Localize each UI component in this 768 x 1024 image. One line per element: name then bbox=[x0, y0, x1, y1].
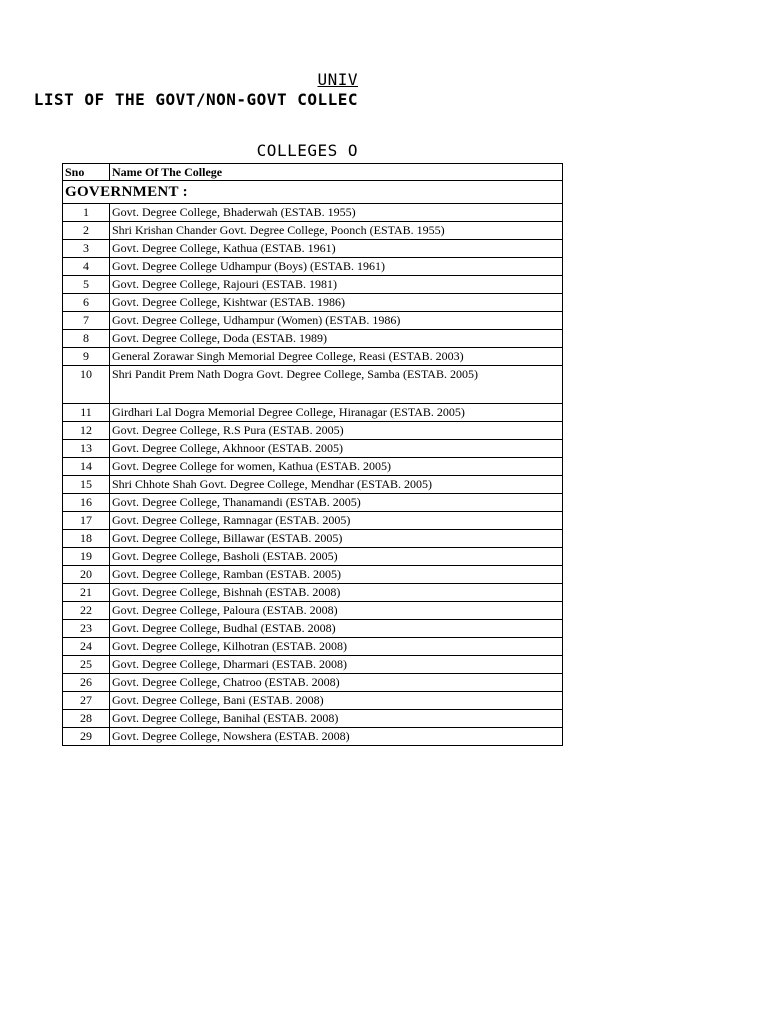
row-college-name: Govt. Degree College, Nowshera (ESTAB. 2008) bbox=[110, 728, 563, 746]
table-row bbox=[63, 656, 563, 674]
row-sno: 27 bbox=[63, 692, 110, 710]
row-college-name: Govt. Degree College, Ramnagar (ESTAB. 2005) bbox=[110, 512, 563, 530]
row-sno: 17 bbox=[63, 512, 110, 530]
table-row bbox=[63, 222, 563, 240]
table-row bbox=[63, 620, 563, 638]
row-college-name: Govt. Degree College, Akhnoor (ESTAB. 2005) bbox=[110, 440, 563, 458]
table-row bbox=[63, 458, 563, 476]
row-college-name: Govt. Degree College, Kilhotran (ESTAB. 2008) bbox=[110, 638, 563, 656]
row-sno: 18 bbox=[63, 530, 110, 548]
row-college-name: Govt. Degree College, Udhampur (Women) (ESTAB. 1986) bbox=[110, 312, 563, 330]
row-college-name: Govt. Degree College, Bani (ESTAB. 2008) bbox=[110, 692, 563, 710]
row-college-name: Govt. Degree College, Ramban (ESTAB. 2005) bbox=[110, 566, 563, 584]
table-row bbox=[63, 330, 563, 348]
table-row bbox=[63, 476, 563, 494]
row-college-name: General Zorawar Singh Memorial Degree College, Reasi (ESTAB. 2003) bbox=[110, 348, 563, 366]
table-row bbox=[63, 404, 563, 422]
table-row bbox=[63, 674, 563, 692]
row-college-name: Govt. Degree College, Doda (ESTAB. 1989) bbox=[110, 330, 563, 348]
row-sno: 9 bbox=[63, 348, 110, 366]
row-college-name: Govt. Degree College, Banihal (ESTAB. 2008) bbox=[110, 710, 563, 728]
table-row bbox=[63, 276, 563, 294]
row-sno: 25 bbox=[63, 656, 110, 674]
row-college-name: Govt. Degree College, Thanamandi (ESTAB. 2005) bbox=[110, 494, 563, 512]
section-label: GOVERNMENT : bbox=[63, 181, 563, 204]
row-sno: 20 bbox=[63, 566, 110, 584]
row-college-name: Girdhari Lal Dogra Memorial Degree College, Hiranagar (ESTAB. 2005) bbox=[110, 404, 563, 422]
table-row bbox=[63, 602, 563, 620]
row-college-name: Shri Krishan Chander Govt. Degree College, Poonch (ESTAB. 1955) bbox=[110, 222, 563, 240]
row-sno: 8 bbox=[63, 330, 110, 348]
table-row bbox=[63, 710, 563, 728]
row-college-name: Govt. Degree College, Chatroo (ESTAB. 2008) bbox=[110, 674, 563, 692]
table-row bbox=[63, 638, 563, 656]
table-row bbox=[63, 548, 563, 566]
row-sno: 26 bbox=[63, 674, 110, 692]
table-row bbox=[63, 240, 563, 258]
row-college-name: Govt. Degree College, Budhal (ESTAB. 2008) bbox=[110, 620, 563, 638]
row-college-name: Govt. Degree College, Billawar (ESTAB. 2005) bbox=[110, 530, 563, 548]
row-sno: 21 bbox=[63, 584, 110, 602]
table-row bbox=[63, 530, 563, 548]
row-sno: 1 bbox=[63, 204, 110, 222]
row-sno: 6 bbox=[63, 294, 110, 312]
table-row bbox=[63, 494, 563, 512]
row-college-name: Shri Pandit Prem Nath Dogra Govt. Degree College, Samba (ESTAB. 2005) bbox=[110, 366, 563, 404]
table-row bbox=[63, 312, 563, 330]
row-college-name: Govt. Degree College Udhampur (Boys) (ESTAB. 1961) bbox=[110, 258, 563, 276]
row-college-name: Govt. Degree College, Rajouri (ESTAB. 1981) bbox=[110, 276, 563, 294]
table-row bbox=[63, 566, 563, 584]
table-row bbox=[63, 348, 563, 366]
section-row bbox=[63, 181, 563, 204]
table-row bbox=[63, 728, 563, 746]
row-sno: 2 bbox=[63, 222, 110, 240]
row-college-name: Shri Chhote Shah Govt. Degree College, Mendhar (ESTAB. 2005) bbox=[110, 476, 563, 494]
row-sno: 10 bbox=[63, 366, 110, 404]
column-header-name: Name Of The College bbox=[110, 164, 563, 181]
table-row bbox=[63, 294, 563, 312]
table-row bbox=[63, 440, 563, 458]
row-sno: 11 bbox=[63, 404, 110, 422]
row-college-name: Govt. Degree College, Bishnah (ESTAB. 2008) bbox=[110, 584, 563, 602]
row-college-name: Govt. Degree College, Basholi (ESTAB. 2005) bbox=[110, 548, 563, 566]
row-sno: 24 bbox=[63, 638, 110, 656]
row-college-name: Govt. Degree College, Kathua (ESTAB. 1961) bbox=[110, 240, 563, 258]
row-college-name: Govt. Degree College, Kishtwar (ESTAB. 1986) bbox=[110, 294, 563, 312]
colleges-heading: COLLEGES O bbox=[256, 141, 358, 160]
row-sno: 13 bbox=[63, 440, 110, 458]
row-college-name: Govt. Degree College for women, Kathua (ESTAB. 2005) bbox=[110, 458, 563, 476]
row-sno: 4 bbox=[63, 258, 110, 276]
table-row bbox=[63, 204, 563, 222]
row-college-name: Govt. Degree College, Dharmari (ESTAB. 2008) bbox=[110, 656, 563, 674]
table-row bbox=[63, 366, 563, 404]
row-college-name: Govt. Degree College, Paloura (ESTAB. 2008) bbox=[110, 602, 563, 620]
row-sno: 19 bbox=[63, 548, 110, 566]
row-sno: 22 bbox=[63, 602, 110, 620]
table-row bbox=[63, 258, 563, 276]
table-row bbox=[63, 692, 563, 710]
row-sno: 7 bbox=[63, 312, 110, 330]
row-sno: 14 bbox=[63, 458, 110, 476]
row-sno: 5 bbox=[63, 276, 110, 294]
row-sno: 12 bbox=[63, 422, 110, 440]
table-row bbox=[63, 512, 563, 530]
row-sno: 23 bbox=[63, 620, 110, 638]
row-sno: 3 bbox=[63, 240, 110, 258]
table-row bbox=[63, 422, 563, 440]
column-header-sno: Sno bbox=[63, 164, 110, 181]
row-sno: 16 bbox=[63, 494, 110, 512]
row-college-name: Govt. Degree College, Bhaderwah (ESTAB. 1955) bbox=[110, 204, 563, 222]
table-header-row bbox=[63, 164, 563, 181]
row-sno: 29 bbox=[63, 728, 110, 746]
row-sno: 15 bbox=[63, 476, 110, 494]
row-sno: 28 bbox=[63, 710, 110, 728]
list-title: LIST OF THE GOVT/NON-GOVT COLLEC bbox=[33, 90, 358, 109]
university-title: UNIV bbox=[317, 70, 358, 89]
row-college-name: Govt. Degree College, R.S Pura (ESTAB. 2005) bbox=[110, 422, 563, 440]
colleges-table bbox=[62, 163, 563, 746]
table-row bbox=[63, 584, 563, 602]
